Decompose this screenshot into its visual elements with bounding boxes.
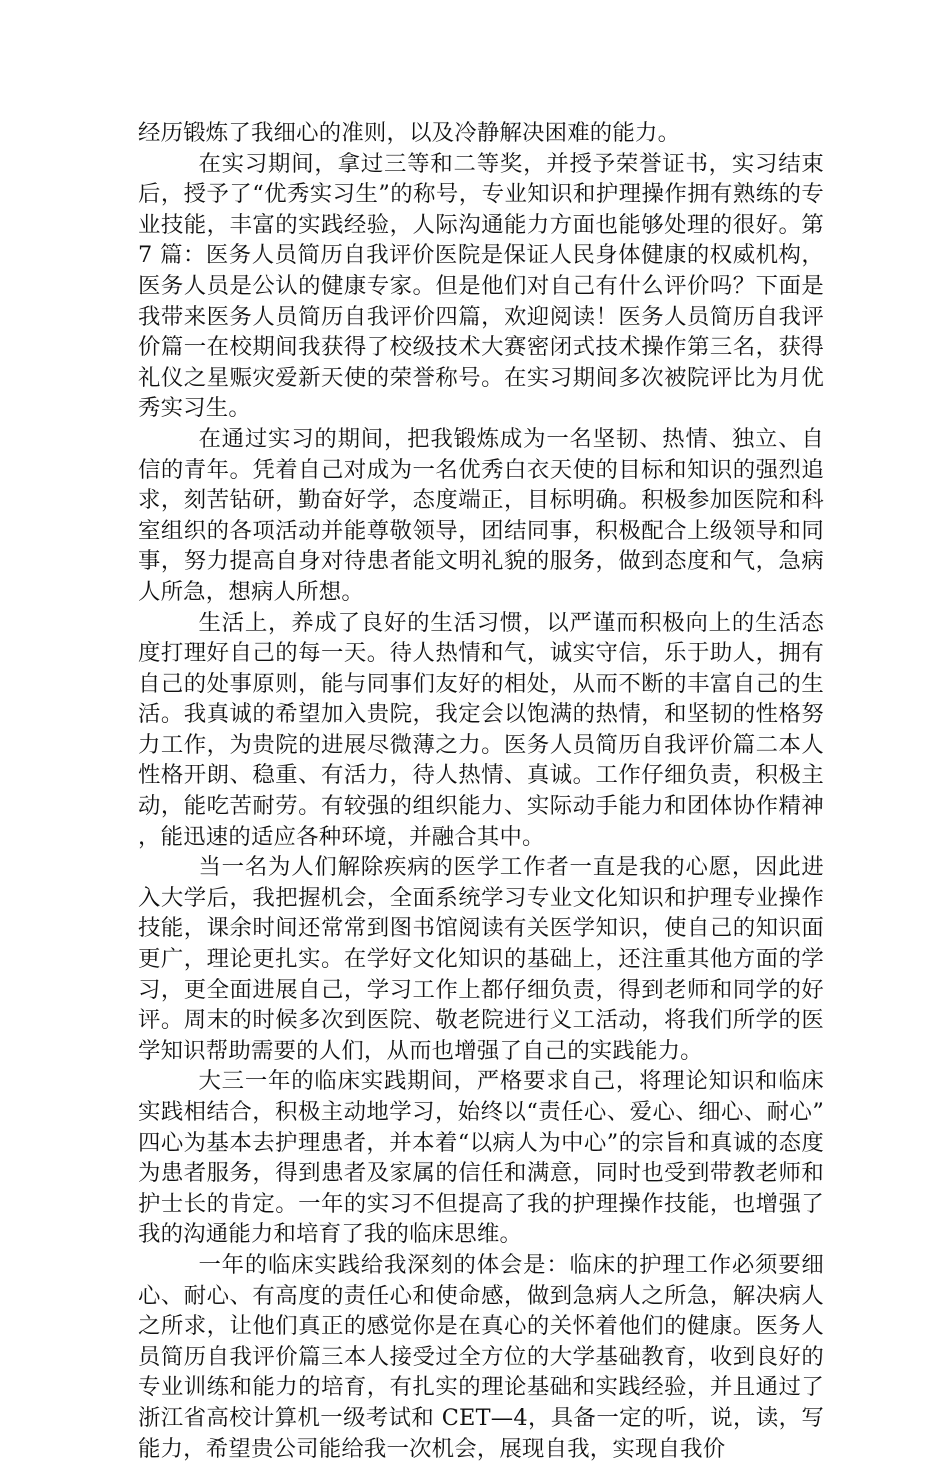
- paragraph-3: 在通过实习的期间，把我锻炼成为一名坚韧、热情、独立、自信的青年。凭着自己对成为一名优秀白衣天使的目标和知识的强烈追求，刻苦钻研，勤奋好学，态度端正，目标明确。积极参加医院和科室组织的各项活动并能尊敬领导，团结同事，积极配合上级领导和同事，努力提高自身对待患者能文明礼貌的服务，做到态度和气，急病人所急，想病人所想。: [138, 425, 824, 605]
- document-body: [138, 118, 824, 1464]
- paragraph-1: 经历锻炼了我细心的准则，以及冷静解决困难的能力。: [138, 120, 681, 146]
- paragraph-5: 当一名为人们解除疾病的医学工作者一直是我的心愿，因此进入大学后，我把握机会，全面系统学习专业文化知识和护理专业操作技能，课余时间还常常到图书馆阅读有关医学知识，使自己的知识面更广，理论更扎实。在学好文化知识的基础上，还注重其他方面的学习，更全面进展自己，学习工作上都仔细负责，得到老师和同学的好评。周末的时候多次到医院、敬老院进行义工活动，将我们所学的医学知识帮助需要的人们，从而也增强了自己的实践能力。: [138, 854, 824, 1064]
- paragraph-4: 生活上，养成了良好的生活习惯，以严谨而积极向上的生活态度打理好自己的每一天。待人热情和气，诚实守信，乐于助人，拥有自己的处事原则，能与同事们友好的相处，从而不断的丰富自己的生活。我真诚的希望加入贵院，我定会以饱满的热情，和坚韧的性格努力工作，为贵院的进展尽微薄之力。医务人员简历自我评价篇二本人性格开朗、稳重、有活力，待人热情、真诚。工作仔细负责，积极主动，能吃苦耐劳。有较强的组织能力、实际动手能力和团体协作精神，能迅速的适应各种环境，并融合其中。: [138, 609, 824, 850]
- paragraph-7: 一年的临床实践给我深刻的体会是：临床的护理工作必须要细心、耐心、有高度的责任心和使命感，做到急病人之所急，解决病人之所求，让他们真正的感觉你是在真心的关怀着他们的健康。医务人员简历自我评价篇三本人接受过全方位的大学基础教育，收到良好的专业训练和能力的培育，有扎实的理论基础和实践经验，并且通过了浙江省高校计算机一级考试和 CET—4，具备一定的听，说，读，写能力，希望贵公司能给我一次机会，展现自我，实现自我价: [138, 1251, 824, 1462]
- paragraph-6: 大三一年的临床实践期间，严格要求自己，将理论知识和临床实践相结合，积极主动地学习，始终以“责任心、爱心、细心、耐心”四心为基本去护理患者，并本着“以病人为中心”的宗旨和真诚的态度为患者服务，得到患者及家属的信任和满意，同时也受到带教老师和护士长的肯定。一年的实习不但提高了我的护理操作技能，也增强了我的沟通能力和培育了我的临床思维。: [138, 1068, 824, 1248]
- paragraph-2: 在实习期间，拿过三等和二等奖，并授予荣誉证书，实习结束后，授予了“优秀实习生”的称号，专业知识和护理操作拥有熟练的专业技能，丰富的实践经验，人际沟通能力方面也能够处理的很好。第 7 篇：医务人员简历自我评价医院是保证人民身体健康的权威机构，医务人员是公认的健康专家。但是他们对自己有什么评价吗？下面是我带来医务人员简历自我评价四篇，欢迎阅读！医务人员简历自我评价篇一在校期间我获得了校级技术大赛密闭式技术操作第三名，获得礼仪之星赈灾爱新天使的荣誉称号。在实习期间多次被院评比为月优秀实习生。: [138, 150, 824, 422]
